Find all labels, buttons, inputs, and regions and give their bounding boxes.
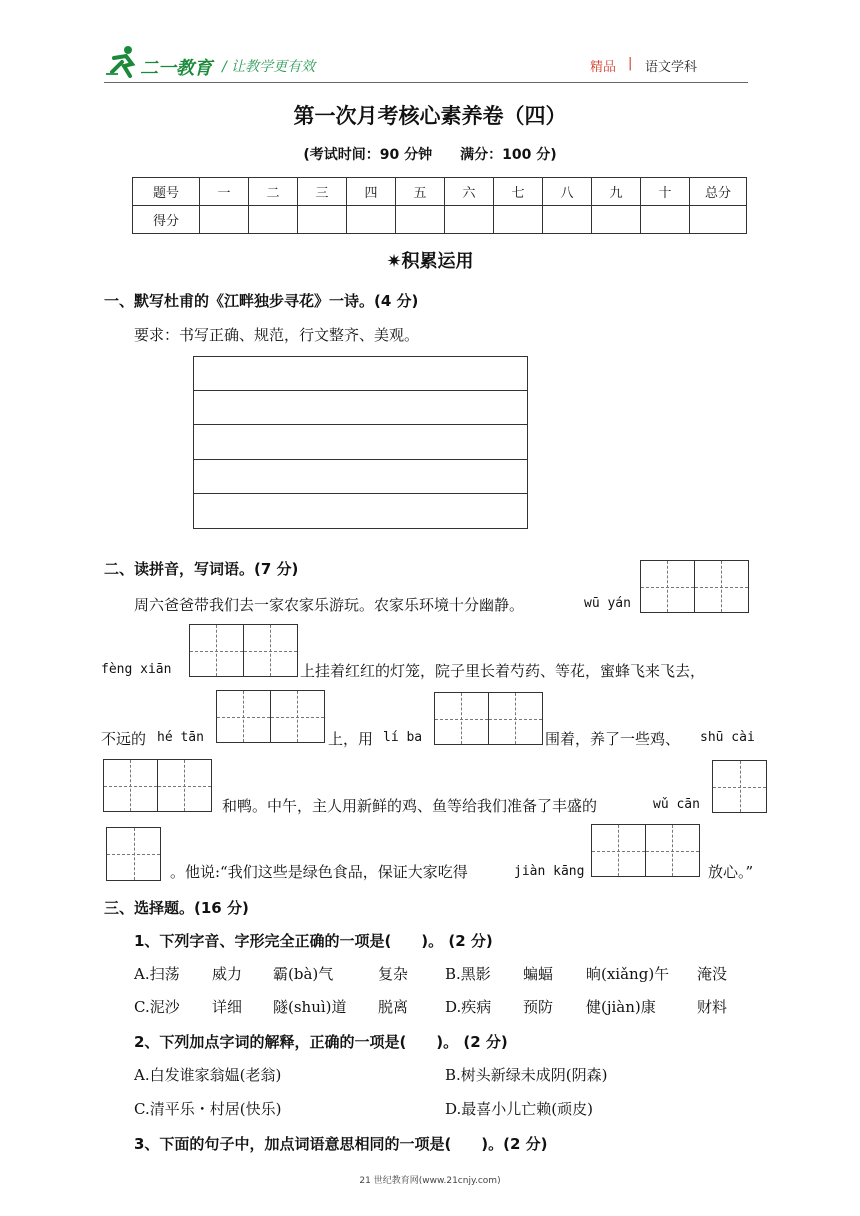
score-input-cell[interactable] [494, 206, 543, 234]
option-item: B.树头新绿未成阴(阴森) [445, 1066, 608, 1084]
score-input-cell[interactable] [543, 206, 592, 234]
option-item: 霸(bà)气 [273, 965, 334, 983]
table-cell: 八 [543, 178, 592, 206]
q2-text: 上，用 [328, 730, 374, 748]
option-item: A.扫荡 [134, 965, 180, 983]
q2-text: 和鸭。中午，主人用新鲜的鸡、鱼等给我们准备了丰盛的 [222, 797, 598, 815]
option-item: 预防 [523, 998, 554, 1016]
option-item: C.清平乐・村居(快乐) [134, 1100, 282, 1118]
option-item: 晌(xiǎng)午 [586, 965, 670, 983]
poem-writing-line[interactable] [193, 356, 528, 391]
table-cell: 三 [298, 178, 347, 206]
score-input-cell[interactable] [347, 206, 396, 234]
q3-title: 三、选择题。(16 分) [104, 899, 249, 917]
option-item: 淹没 [697, 965, 728, 983]
q2-text: 围着，养了一些鸡、 [545, 730, 681, 748]
option-item: A.白发谁家翁媪(老翁) [134, 1066, 282, 1084]
pinyin-label: wǔ cān [653, 797, 700, 812]
subject-label: 语文学科 [645, 60, 698, 75]
option-item: 健(jiàn)康 [586, 998, 656, 1016]
answer-grid[interactable] [640, 560, 749, 613]
option-item: 复杂 [378, 965, 409, 983]
option-item: 蝙蝠 [523, 965, 554, 983]
table-cell: 一 [200, 178, 249, 206]
score-input-cell[interactable] [249, 206, 298, 234]
answer-grid[interactable] [712, 760, 767, 813]
score-table [132, 177, 747, 234]
tag-jingpin: 精品 [590, 60, 617, 75]
poem-writing-line[interactable] [193, 390, 528, 425]
q3-3-stem: 3、下面的句子中，加点词语意思相同的一项是( )。(2 分) [134, 1135, 548, 1153]
table-cell: 十 [641, 178, 690, 206]
q2-text: 不远的 [101, 730, 147, 748]
brand-name: 二一教育 [140, 58, 212, 79]
option-item: B.黑影 [445, 965, 491, 983]
table-cell: 题号 [133, 178, 200, 206]
option-item: 财料 [697, 998, 728, 1016]
option-item: C.泥沙 [134, 998, 180, 1016]
option-item: 威力 [212, 965, 243, 983]
table-cell: 九 [592, 178, 641, 206]
option-item: 隧(shuì)道 [273, 998, 347, 1016]
score-input-cell[interactable] [200, 206, 249, 234]
answer-grid[interactable] [591, 824, 700, 877]
score-input-cell[interactable] [690, 206, 747, 234]
option-item: 详细 [212, 998, 243, 1016]
pinyin-label: lí ba [383, 730, 423, 745]
pinyin-label: fèng xiān [101, 662, 172, 677]
q3-1-stem: 1、下列字音、字形完全正确的一项是( )。 (2 分) [134, 932, 493, 950]
poem-writing-line[interactable] [193, 459, 528, 494]
q2-text: 周六爸爸带我们去一家农家乐游玩。农家乐环境十分幽静。 [134, 596, 525, 614]
q3-2-stem: 2、下列加点字词的解释，正确的一项是( )。 (2 分) [134, 1033, 508, 1051]
score-input-cell[interactable] [396, 206, 445, 234]
option-item: D.疾病 [445, 998, 492, 1016]
exam-info: (考试时间：90 分钟 满分：100 分) [303, 147, 557, 163]
pinyin-label: shū cài [700, 730, 755, 745]
q1-requirement: 要求：书写正确、规范，行文整齐、美观。 [134, 326, 420, 344]
score-input-cell[interactable] [298, 206, 347, 234]
table-cell: 四 [347, 178, 396, 206]
q2-text: 。他说:“我们这些是绿色食品，保证大家吃得 [170, 863, 468, 881]
q2-text: 放心。” [708, 863, 754, 881]
table-cell: 二 [249, 178, 298, 206]
score-input-cell[interactable] [445, 206, 494, 234]
table-cell: 七 [494, 178, 543, 206]
pinyin-label: wū yán [584, 596, 631, 611]
answer-grid[interactable] [216, 690, 325, 743]
poem-writing-line[interactable] [193, 424, 528, 460]
header-separator: | [628, 56, 633, 71]
answer-grid[interactable] [103, 759, 212, 812]
pinyin-label: hé tān [157, 730, 204, 745]
pinyin-label: jiàn kāng [514, 864, 585, 879]
section-heading: ✷积累运用 [386, 251, 474, 272]
header-divider [104, 82, 748, 83]
table-cell: 总分 [690, 178, 747, 206]
brand-logo [104, 44, 140, 80]
q1-title: 一、默写杜甫的《江畔独步寻花》一诗。(4 分) [104, 292, 419, 310]
table-cell: 五 [396, 178, 445, 206]
q2-title: 二、读拼音，写词语。(7 分) [104, 560, 299, 578]
answer-grid[interactable] [106, 827, 161, 881]
page-title: 第一次月考核心素养卷（四） [293, 104, 567, 128]
score-input-cell[interactable] [641, 206, 690, 234]
answer-grid[interactable] [189, 624, 298, 677]
score-input-cell[interactable] [592, 206, 641, 234]
score-table-score-row [133, 206, 747, 234]
q2-text: 上挂着红红的灯笼，院子里长着芍药、等花，蜜蜂飞来飞去， [300, 662, 706, 680]
slogan: / 让教学更有效 [222, 59, 316, 75]
footer-source: 21 世纪教育网(www.21cnjy.com) [359, 1176, 501, 1186]
runner-logo-icon [104, 44, 140, 80]
answer-grid[interactable] [434, 692, 543, 745]
poem-writing-line[interactable] [193, 493, 528, 529]
table-cell: 得分 [133, 206, 200, 234]
table-cell: 六 [445, 178, 494, 206]
score-table-header-row [133, 178, 747, 206]
option-item: 脱离 [378, 998, 409, 1016]
option-item: D.最喜小儿亡赖(顽皮) [445, 1100, 593, 1118]
